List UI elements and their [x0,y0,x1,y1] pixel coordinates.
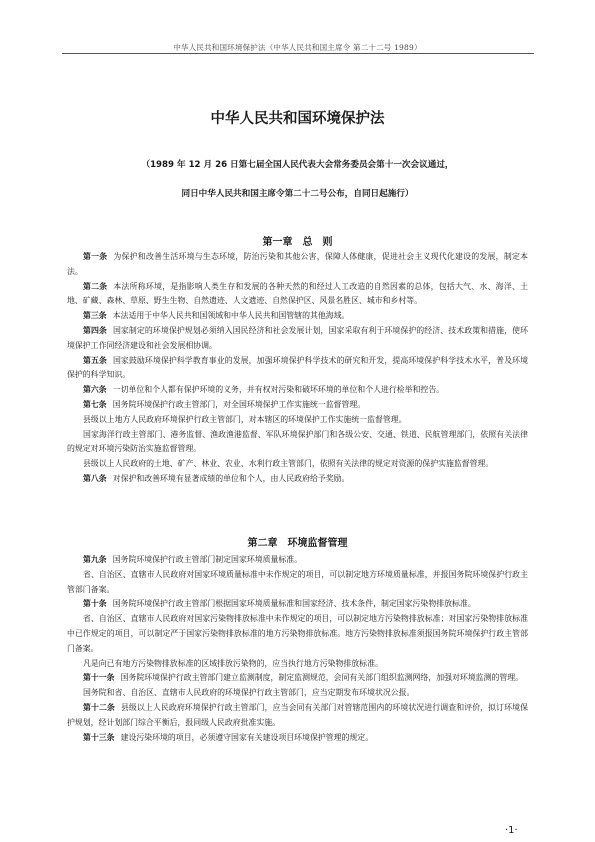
article-number: 第五条 [83,355,107,365]
article-text: 国务院和省、自治区、直辖市人民政府的环境保护行政主管部门，应当定期发布环境状况公报。 [83,688,415,698]
article-text: 国务院环境保护行政主管部门根据国家环境质量标准和国家经济、技术条件，制定国家污染物排放标准。 [112,599,476,609]
running-head: 中华人民共和国环境保护法（中华人民共和国主席令 第二十二号 1989） [173,43,422,52]
article-number: 第九条 [83,555,107,564]
article-text: 国务院环境保护行政主管部门建立监测制度，制定监测规范，会同有关部门组织监测网络，加强对环境监测的管理。 [120,673,524,683]
article-text: 省、自治区、直辖市人民政府对国家环境质量标准中未作规定的项目，可以制定地方环境质量标准，并报国务院环境保护行政主管部门备案。 [67,569,528,594]
paragraph [67,457,528,472]
article-number: 第三条 [83,311,107,321]
chapter-1-body [67,250,528,487]
paragraph [67,657,528,672]
article-text: 国家海洋行政主管部门、港务监督、渔政渔港监督、军队环境保护部门和各级公安、交通、铁道、民航管理部门，依照有关法律的规定对环境污染防治实施监督管理。 [67,429,528,454]
chapter-heading-1: 第一章 总 则 [262,237,333,248]
adoption-note-line1: （1989 年 12 月 26 日第七届全国人民代表大会常务委员会第十一次会议通过， [141,160,454,170]
article-text: 凡是向已有地方污染物排放标准的区域排放污染物的，应当执行地方污染物排放标准。 [83,658,383,668]
paragraph [67,612,528,656]
paragraph [67,671,528,686]
paragraph [67,553,528,568]
article-number: 第八条 [83,473,107,483]
paragraph [67,324,528,354]
paragraph [67,701,528,731]
paragraph [67,686,528,701]
paragraph [67,568,528,598]
article-text: 国家鼓励环境保护科学教育事业的发展，加强环境保护科学技术的研究和开发，提高环境保护科学技术水平，普及环境保护的科学知识。 [67,355,528,380]
paragraph [67,731,528,746]
article-text: 国家制定的环境保护规划必须纳入国民经济和社会发展计划，国家采取有利于环境保护的经济、技术政策和措施，使环境保护工作同经济建设和社会发展相协调。 [67,325,528,350]
paragraph [67,280,528,310]
article-text: 省、自治区、直辖市人民政府对国家污染物排放标准中未作规定的项目，可以制定地方污染物排放标准；对国家污染物排放标准中已作规定的项目，可以制定严于国家污染物排放标准的地方污染物排放标准。地方污染物排放标准须报国务院环境保护行政主管部门备案。 [67,614,528,653]
paragraph [67,250,528,280]
article-number: 第一条 [83,252,108,261]
article-number: 第二条 [83,281,108,291]
article-text: 县级以上地方人民政府环境保护行政主管部门，对本辖区的环境保护工作实施统一监督管理。 [83,414,407,424]
paragraph [67,413,528,428]
adoption-note-line2: 同日中华人民共和国主席令第二十二号公布，自同日起施行） [181,189,414,199]
article-text: 一切单位和个人都有保护环境的义务，并有权对污染和破坏环境的单位和个人进行检举和控告。 [112,385,445,395]
article-text: 国务院环境保护行政主管部门，对全国环境保护工作实施统一监督管理。 [112,399,366,409]
article-text: 建设污染环境的项目，必须遵守国家有关建设项目环境保护管理的规定。 [120,732,374,742]
paragraph [67,383,528,398]
article-number: 第十三条 [83,732,115,742]
paragraph [67,354,528,384]
article-text: 本法适用于中华人民共和国领域和中华人民共和国管辖的其他海域。 [112,311,350,321]
article-text: 县级以上人民政府的土地、矿产、林业、农业、水利行政主管部门，依照有关法律的规定对资源的保护实施监督管理。 [83,459,494,469]
article-number: 第十二条 [83,702,115,712]
article-text: 为保护和改善生活环境与生态环境，防治污染和其他公害，保障人体健康，促进社会主义现代化建设的发展，制定本法。 [67,252,528,276]
paragraph [67,597,528,612]
law-title: 中华人民共和国环境保护法 [210,111,385,127]
chapter-heading-2: 第二章 环境监督管理 [247,538,348,549]
paragraph [67,398,528,413]
article-number: 第十条 [83,599,107,609]
article-text: 国务院环境保护行政主管部门制定国家环境质量标准。 [112,555,303,564]
paragraph [67,428,528,458]
page-number: ·1· [505,825,518,836]
article-text: 县级以上人民政府环境保护行政主管部门，应当会同有关部门对管辖范围内的环境状况进行调查和评价，拟订环境保护规划，经计划部门综合平衡后，报同级人民政府批准实施。 [67,702,528,727]
article-text: 本法所称环境，是指影响人类生存和发展的各种天然的和经过人工改造的自然因素的总体，包括大气、水、海洋、土地、矿藏、森林、草原、野生生物、自然遗迹、人文遗迹、自然保护区、风景名胜区、城市和乡村等。 [67,281,528,306]
article-number: 第六条 [83,385,107,395]
paragraph [67,472,528,487]
article-number: 第七条 [83,399,107,409]
article-number: 第十一条 [83,673,115,683]
article-text: 对保护和改善环境有显著成绩的单位和个人，由人民政府给予奖励。 [112,473,350,483]
paragraph [67,309,528,324]
article-number: 第四条 [83,325,107,335]
header-rule [62,53,534,54]
chapter-2-body [67,553,528,745]
